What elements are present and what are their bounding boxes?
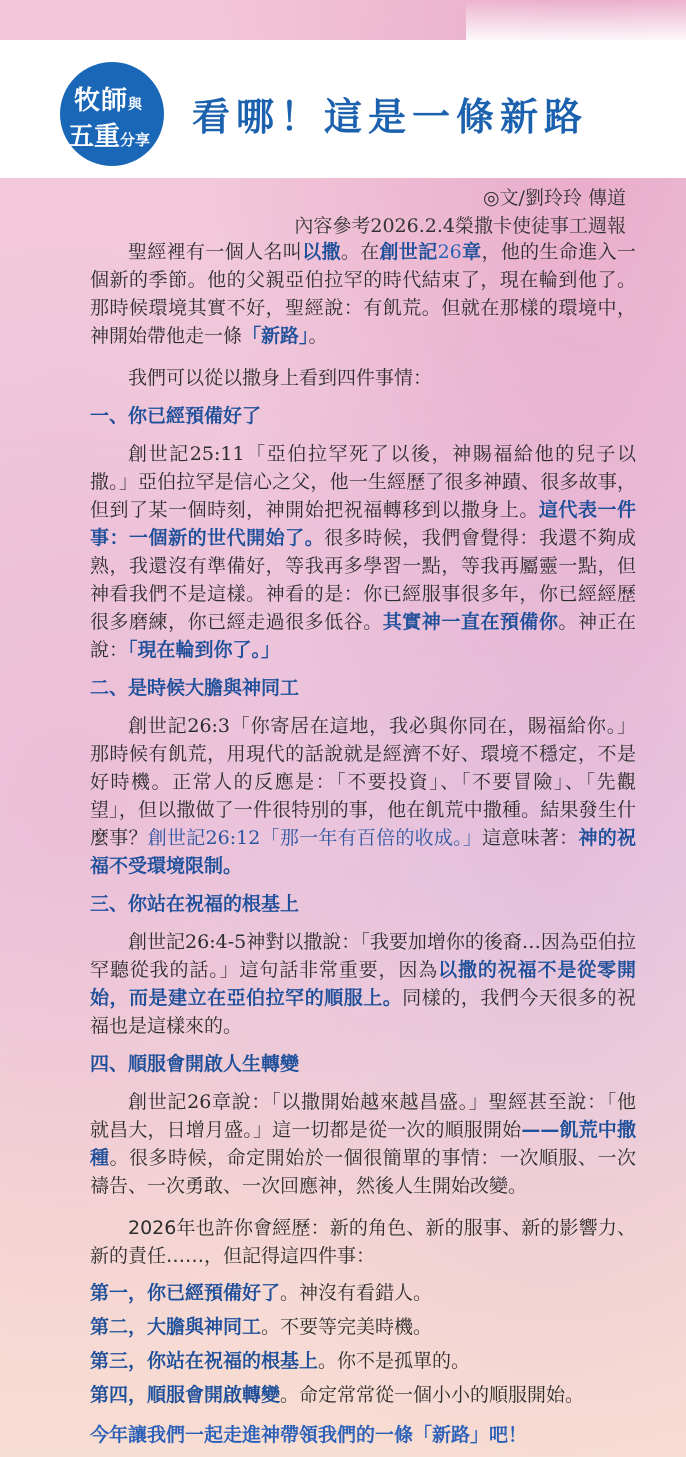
outro-paragraph: 2026年也許你會經歷：新的角色、新的服事、新的影響力、新的責任……，但記得這四件事： xyxy=(90,1217,636,1267)
column-badge xyxy=(60,62,164,166)
page-title: 看哪！這是一條新路 xyxy=(192,95,589,139)
badge-line-2: 五重分享 xyxy=(68,122,151,152)
author-line: ◎文/劉玲玲 傳道 xyxy=(482,187,626,209)
summary-item: 第三，你站在祝福的根基上。你不是孤單的。 xyxy=(90,1350,471,1372)
section-2-heading: 二、是時候大膽與神同工 xyxy=(90,677,300,699)
summary-list xyxy=(90,1276,636,1412)
summary-item: 第二，大膽與神同工。不要等完美時機。 xyxy=(90,1316,433,1338)
section-3-heading: 三、你站在祝福的根基上 xyxy=(90,893,300,915)
closing-line: 今年讓我們一起走進神帶領我們的一條「新路」吧！ xyxy=(90,1424,528,1446)
section-1-heading: 一、你已經預備好了 xyxy=(90,405,262,427)
section-4-body: 創世記26章說：「以撒開始越來越昌盛。」聖經甚至說：「他就昌大，日增月盛。」這一切都是從一次的順服開始——飢荒中撒種。很多時候，命定開始於一個很簡單的事情：一次順服、一次禱告、一次勇敢、一次回應神，然後人生開始改變。 xyxy=(90,1091,636,1197)
intro-paragraph: 聖經裡有一個人名叫以撒。在創世記26章，他的生命進入一個新的季節。他的父親亞伯拉罕的時代結束了，現在輪到他了。那時候環境其實不好，聖經說：有飢荒。但就在那樣的環境中，神開始帶他走一條「新路」。 xyxy=(90,241,636,347)
byline xyxy=(294,184,626,240)
section-3-body: 創世記26:4-5神對以撒說：「我要加增你的後裔…因為亞伯拉罕聽從我的話。」這句話非常重要，因為以撒的祝福不是從零開始，而是建立在亞伯拉罕的順服上。同樣的，我們今天很多的祝福也是這樣來的。 xyxy=(90,931,636,1037)
section-4-heading: 四、順服會開啟人生轉變 xyxy=(90,1053,300,1075)
lead-paragraph: 我們可以從以撒身上看到四件事情： xyxy=(128,367,433,389)
section-2-body: 創世記26:3「你寄居在這地，我必與你同在，賜福給你。」那時候有飢荒，用現代的話說就是經濟不好、環境不穩定，不是好時機。正常人的反應是：「不要投資」、「不要冒險」、「先觀望」，但以撒做了一件很特別的事，他在飢荒中撒種。結果發生什麼事？創世記26:12「那一年有百倍的收成。」這意味著：神的祝福不受環境限制。 xyxy=(90,715,636,877)
reference-line: 內容參考2026.2.4榮撒卡使徒事工週報 xyxy=(294,215,626,237)
summary-item: 第一，你已經預備好了。神沒有看錯人。 xyxy=(90,1282,433,1304)
section-1-body: 創世記25:11「亞伯拉罕死了以後，神賜福給他的兒子以撒。」亞伯拉罕是信心之父，他一生經歷了很多神蹟、很多故事，但到了某一個時刻，神開始把祝福轉移到以撒身上。這代表一件事：一個新的世代開始了。很多時候，我們會覺得：我還不夠成熟，我還沒有準備好，等我再多學習一點，等我再屬靈一點，但神看我們不是這樣。神看的是：你已經服事很多年，你已經經歷很多磨練，你已經走過很多低谷。其實神一直在預備你。神正在說：「現在輪到你了。」 xyxy=(90,443,636,661)
summary-item: 第四，順服會開啟轉變。命定常常從一個小小的順服開始。 xyxy=(90,1384,585,1406)
badge-line-1: 牧師與 xyxy=(74,86,144,116)
article-body xyxy=(90,238,636,1452)
